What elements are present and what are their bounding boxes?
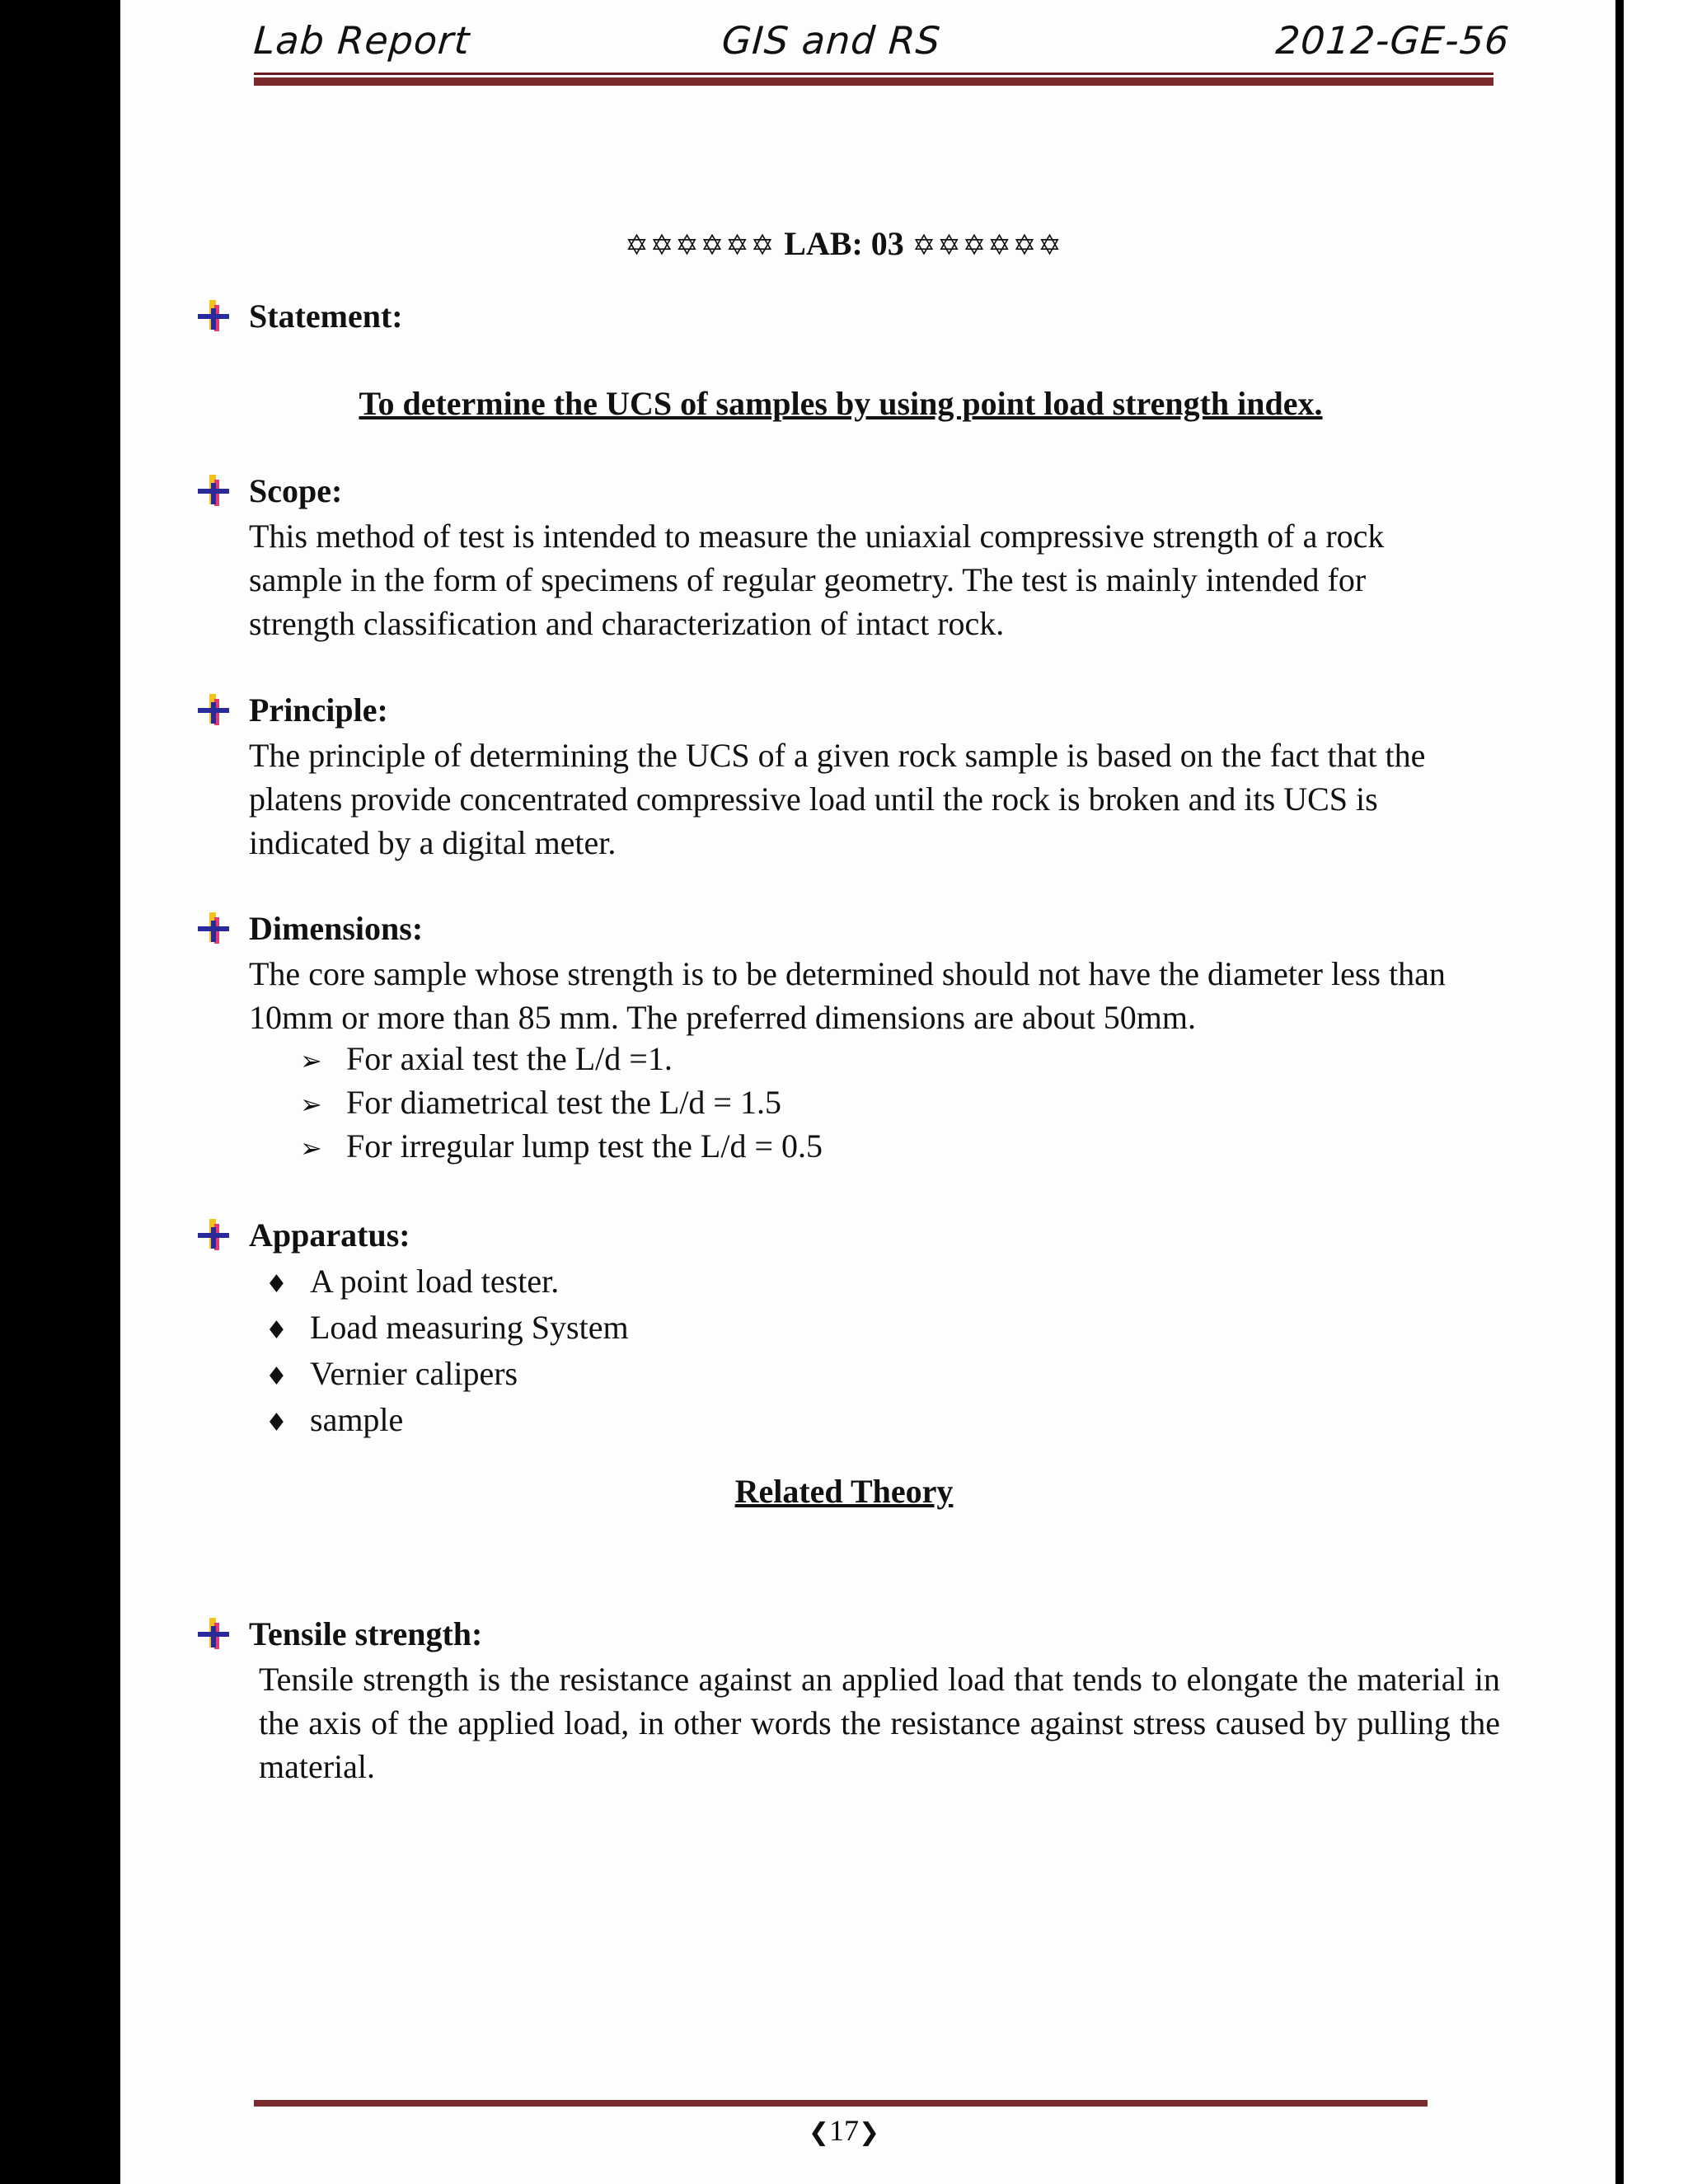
page-number: [0, 2113, 1688, 2148]
tensile-heading: Tensile strength:: [249, 1615, 483, 1652]
principle-heading: Principle:: [249, 691, 388, 729]
statement-heading: Statement:: [249, 298, 403, 335]
bullet-cross-icon: [198, 300, 231, 333]
scope-line: sample in the form of specimens of regular geometry. The test is mainly intended for: [249, 561, 1367, 598]
diamond-bullet-icon: ♦: [265, 1362, 288, 1391]
dimensions-item: ➢ For diametrical test the L/d = 1.5: [300, 1084, 781, 1121]
arrow-bullet-icon: ➢: [300, 1089, 322, 1120]
left-marker-icon: ❮: [808, 2118, 829, 2147]
related-theory-heading: Related Theory: [734, 1473, 954, 1510]
scope-heading: Scope:: [249, 472, 343, 509]
tensile-text: Tensile strength is the resistance against an applied load that tends to elongate the material in the axis of the applied load, in other words the resistance against stress caused by pulling the material.: [259, 1661, 1500, 1785]
arrow-bullet-icon: ➢: [300, 1045, 322, 1076]
principle-line: indicated by a digital meter.: [249, 824, 617, 861]
bullet-cross-icon: [198, 912, 231, 945]
bullet-cross-icon: [198, 1618, 231, 1651]
header-right: 2012-GE-56: [1274, 18, 1512, 63]
stars-left: ✡✡✡✡✡✡: [625, 229, 776, 262]
arrow-bullet-icon: ➢: [300, 1132, 322, 1164]
scope-line: This method of test is intended to measure the uniaxial compressive strength of a rock: [249, 518, 1385, 555]
apparatus-item: ♦ sample: [265, 1401, 404, 1438]
lab-title-text: LAB: 03: [784, 225, 904, 262]
footer-rule: [254, 2100, 1428, 2107]
diamond-bullet-icon: ♦: [265, 1270, 288, 1299]
stars-right: ✡✡✡✡✡✡: [912, 229, 1063, 262]
dimensions-line: The core sample whose strength is to be determined should not have the diameter less than: [249, 955, 1446, 992]
header-rule-thick: [254, 77, 1493, 86]
right-marker-icon: ❯: [859, 2118, 880, 2147]
statement-text: To determine the UCS of samples by using point load strength index.: [359, 385, 1323, 422]
header-rule: [254, 73, 1493, 75]
apparatus-item: ♦ Load measuring System: [265, 1309, 629, 1346]
dimensions-item: ➢ For irregular lump test the L/d = 0.5: [300, 1127, 823, 1165]
header-center: GIS and RS: [720, 18, 943, 63]
lab-title: [0, 224, 1688, 263]
apparatus-item: ♦ Vernier calipers: [265, 1355, 518, 1392]
apparatus-item: ♦ A point load tester.: [265, 1263, 560, 1300]
dimensions-line: 10mm or more than 85 mm. The preferred dimensions are about 50mm.: [249, 999, 1196, 1036]
page-number-text: 17: [829, 2114, 859, 2147]
bullet-cross-icon: [198, 1219, 231, 1252]
bullet-cross-icon: [198, 475, 231, 508]
principle-line: platens provide concentrated compressive load until the rock is broken and its UCS is: [249, 780, 1378, 818]
principle-line: The principle of determining the UCS of a given rock sample is based on the fact that the: [249, 737, 1426, 774]
page-margin: [1624, 0, 1688, 2184]
page-edge: [1615, 0, 1624, 2184]
dimensions-item: ➢ For axial test the L/d =1.: [300, 1040, 673, 1077]
bullet-cross-icon: [198, 694, 231, 727]
apparatus-heading: Apparatus:: [249, 1216, 410, 1254]
diamond-bullet-icon: ♦: [265, 1408, 288, 1437]
dimensions-heading: Dimensions:: [249, 910, 424, 947]
header-left: Lab Report: [252, 18, 472, 63]
diamond-bullet-icon: ♦: [265, 1316, 288, 1345]
scope-line: strength classification and characterization of intact rock.: [249, 605, 1005, 642]
